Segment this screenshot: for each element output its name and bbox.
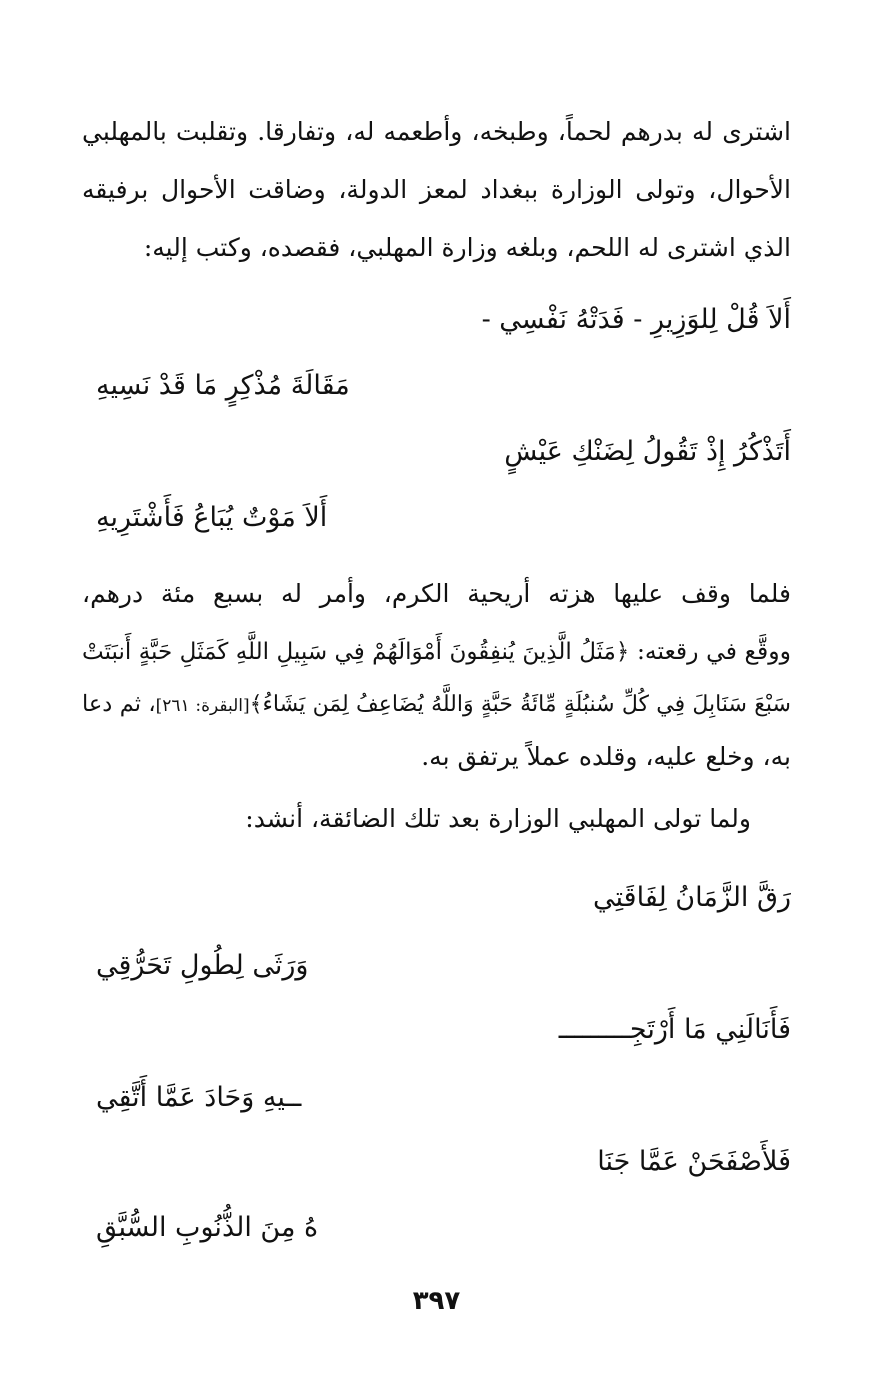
paragraph-2-line-1: فلما وقف عليها هزته أريحية الكرم، وأمر له بسبع مئة درهم، xyxy=(82,579,791,608)
quran-reference: [البقرة: ٢٦١] xyxy=(155,696,250,716)
paragraph-2-line-3-text: ، ثم دعا xyxy=(82,691,156,717)
poem-2-verse-4: ــيهِ وَحَادَ عَمَّا أَتَّقِي xyxy=(96,1082,302,1113)
paragraph-2-line-3 xyxy=(82,684,791,726)
poem-2-verse-5: فَلأَصْفَحَنْ عَمَّا جَنَا xyxy=(597,1146,791,1177)
poem-1-verse-1: أَلاَ قُلْ لِلوَزِيرِ - فَدَتْهُ نَفْسِي - xyxy=(481,304,791,335)
poem-1-verse-3: أَتَذْكُرُ إِذْ تَقُولُ لِضَنْكِ عَيْشٍ xyxy=(504,436,791,467)
paragraph-1-line-1: اشترى له بدرهم لحماً، وطبخه، وأطعمه له، وتفارقا. وتقلبت بالمهلبي xyxy=(82,117,791,146)
paragraph-2-line-2-text: ووقَّع في رقعته: xyxy=(629,637,791,665)
paragraph-2-line-4: به، وخلع عليه، وقلده عملاً يرتفق به. xyxy=(421,742,791,771)
poem-2-verse-3: فَأَنَالَنِي مَا أَرْتَجِـــــــــ xyxy=(558,1014,791,1045)
paragraph-1-line-3: الذي اشترى له اللحم، وبلغه وزارة المهلبي، فقصده، وكتب إليه: xyxy=(143,233,791,262)
poem-1-verse-4: أَلاَ مَوْتٌ يُبَاعُ فَأَشْتَرِيهِ xyxy=(96,502,328,533)
quran-verse-part-1: ﴿مَثَلُ الَّذِينَ يُنفِقُونَ أَمْوَالَهُمْ فِي سَبِيلِ اللَّهِ كَمَثَلِ حَبَّةٍ أَنبَتَتْ xyxy=(82,639,630,665)
paragraph-2-line-2 xyxy=(82,631,791,672)
poem-2-verse-6: هُ مِنَ الذُّنُوبِ السُّبَّقِ xyxy=(96,1212,319,1243)
poem-1-verse-2: مَقَالَةَ مُذْكِرٍ مَا قَدْ نَسِيهِ xyxy=(96,370,350,401)
paragraph-1-line-2: الأحوال، وتولى الوزارة ببغداد لمعز الدولة، وضاقت الأحوال برفيقه xyxy=(82,175,791,204)
paragraph-3-line-1: ولما تولى المهلبي الوزارة بعد تلك الضائقة، أنشد: xyxy=(245,804,751,833)
poem-2-verse-1: رَقَّ الزَّمَانُ لِفَاقَتِي xyxy=(593,882,791,913)
poem-2-verse-2: وَرَثَى لِطُولِ تَحَرُّقِي xyxy=(96,950,309,981)
page-number: ٣٩٧ xyxy=(412,1286,461,1316)
quran-verse-part-2: سَبْعَ سَنَابِلَ فِي كُلِّ سُنبُلَةٍ مِّائَةُ حَبَّةٍ وَاللَّهُ يُضَاعِفُ لِمَن يَشَاءُ﴾ xyxy=(249,692,791,717)
